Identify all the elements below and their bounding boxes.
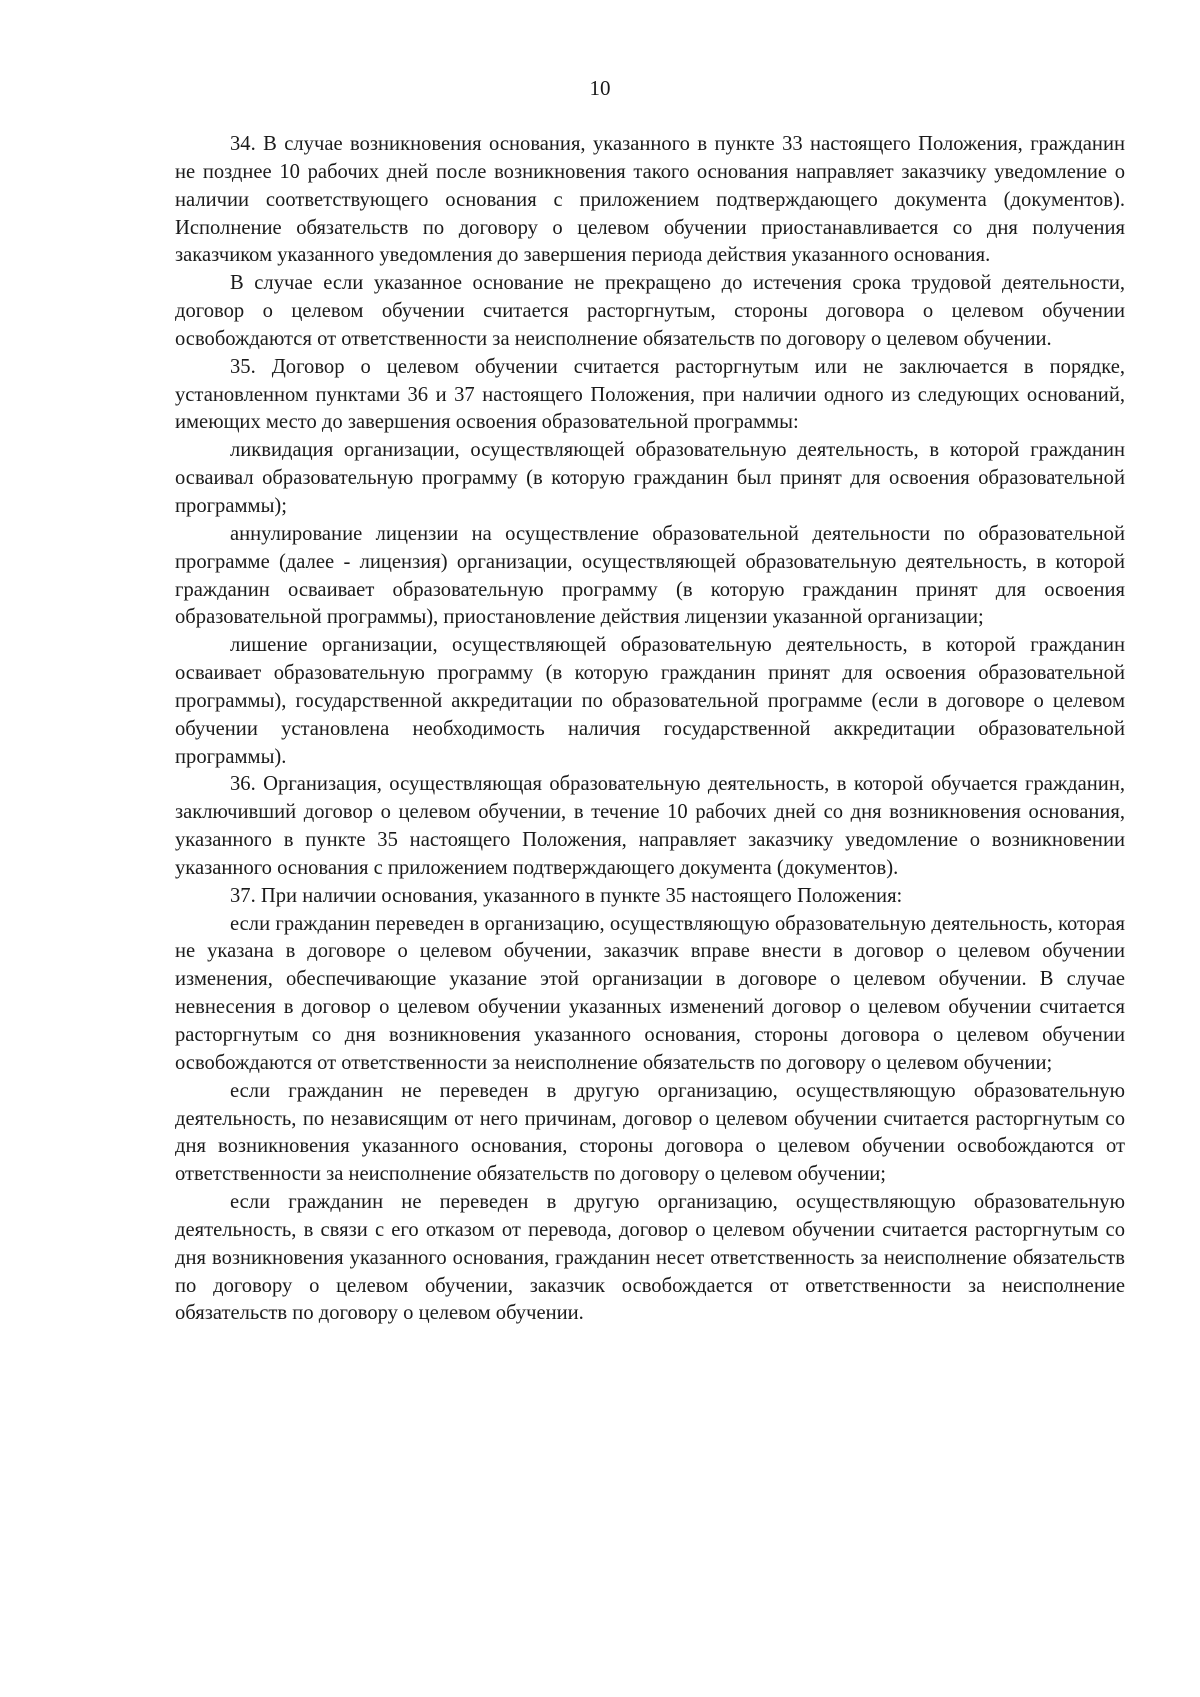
paragraph-37-item-transferred: если гражданин переведен в организацию, осуществляющую образовательную деятельность, которая не указана в договоре о целевом обучении, заказчик вправе внести в договор о целевом обучении изменения, обеспечивающие указание этой организации в договоре о целевом обучении. В случае невнесения в договор о целевом обучении указанных изменений договор о целевом обучении считается расторгнутым со дня возникновения указанного основания, стороны договора о целевом обучении освобождаются от ответственности за неисполнение обязательств по договору о целевом обучении; bbox=[175, 912, 1125, 1074]
paragraph-35-item-accreditation: лишение организации, осуществляющей образовательную деятельность, в которой гражданин осваивает образовательную программу (в которую гражданин принят для освоения образовательной программы), государственной аккредитации по образовательной программе (если в договоре о целевом обучении установлена необходимость наличия государственной аккредитации образовательной программы). bbox=[175, 634, 1125, 768]
paragraph-36: 36. Организация, осуществляющая образовательную деятельность, в которой обучается гражданин, заключивший договор о целевом обучении, в течение 10 рабочих дней со дня возникновения основания, указанного в пункте 35 настоящего Положения, направляет заказчику уведомление о возникновении указанного основания с приложением подтверждающего документа (документов). bbox=[175, 773, 1125, 879]
paragraph-37: 37. При наличии основания, указанного в пункте 35 настоящего Положения: bbox=[230, 884, 903, 907]
paragraph-35: 35. Договор о целевом обучении считается расторгнутым или не заключается в порядке, установленном пунктами 36 и 37 настоящего Положения, при наличии одного из следующих оснований, имеющих место до завершения освоения образовательной программы: bbox=[175, 355, 1125, 434]
document-body bbox=[175, 131, 1125, 1328]
paragraph-34-continuation: В случае если указанное основание не прекращено до истечения срока трудовой деятельности, договор о целевом обучении считается расторгнутым, стороны договора о целевом обучении освобождаются от ответственности за неисполнение обязательств по договору о целевом обучении. bbox=[175, 272, 1125, 350]
paragraph-37-item-not-transferred-refusal: если гражданин не переведен в другую организацию, осуществляющую образовательную деятельность, в связи с его отказом от перевода, договор о целевом обучении считается расторгнутым со дня возникновения указанного основания, гражданин несет ответственность за неисполнение обязательств по договору о целевом обучении, заказчик освобождается от ответственности за неисполнение обязательств по договору о целевом обучении. bbox=[175, 1191, 1125, 1325]
paragraph-37-item-not-transferred-independent: если гражданин не переведен в другую организацию, осуществляющую образовательную деятельность, по независящим от него причинам, договор о целевом обучении считается расторгнутым со дня возникновения указанного основания, стороны договора о целевом обучении освобождаются от ответственности за неисполнение обязательств по договору о целевом обучении; bbox=[175, 1079, 1125, 1186]
page-number: 10 bbox=[589, 76, 611, 100]
paragraph-35-item-liquidation: ликвидация организации, осуществляющей образовательную деятельность, в которой гражданин осваивал образовательную программу (в которую гражданин был принят для освоения образовательной программы); bbox=[175, 439, 1125, 517]
paragraph-34: 34. В случае возникновения основания, указанного в пункте 33 настоящего Положения, гражданин не позднее 10 рабочих дней после возникновения такого основания направляет заказчику уведомление о наличии соответствующего основания с приложением подтверждающего документа (документов). Исполнение обязательств по договору о целевом обучении приостанавливается со дня получения заказчиком указанного уведомления до завершения периода действия указанного основания. bbox=[175, 133, 1125, 267]
paragraph-35-item-license-annulment: аннулирование лицензии на осуществление образовательной деятельности по образовательной программе (далее - лицензия) организации, осуществляющей образовательную деятельность, в которой гражданин осваивает образовательную программу (в которую гражданин принят для освоения образовательной программы), приостановление действия лицензии указанной организации; bbox=[175, 522, 1125, 629]
